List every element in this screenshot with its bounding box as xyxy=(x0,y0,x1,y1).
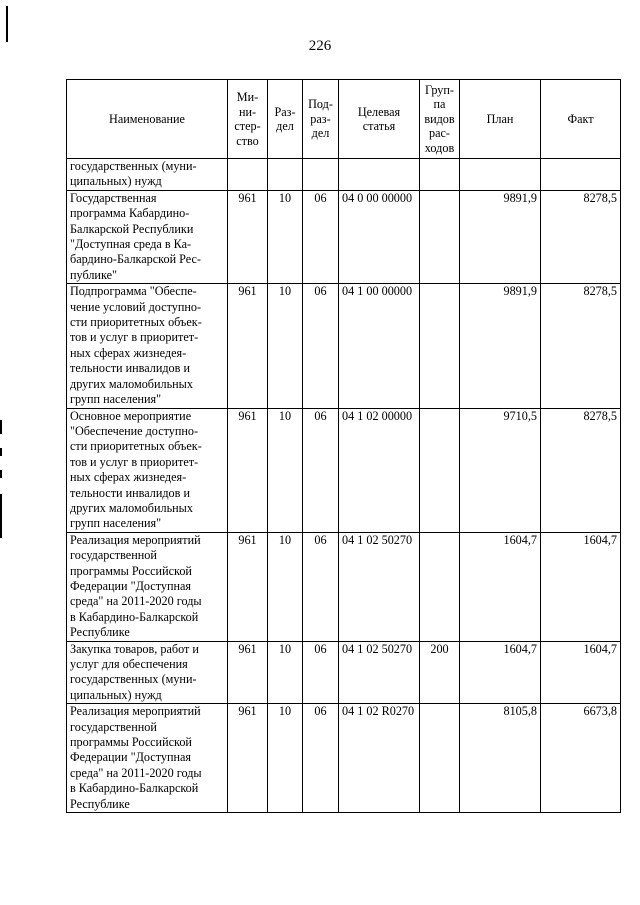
row-ministry: 961 xyxy=(228,408,268,532)
row-group xyxy=(420,704,460,813)
row-subsection: 06 xyxy=(303,704,339,813)
row-section: 10 xyxy=(268,532,303,641)
row-subsection: 06 xyxy=(303,532,339,641)
table-row xyxy=(67,408,621,532)
row-name: Реализация мероприятий государственной программы Российской Федерации "Доступная среда" на 2011-2020 годы в Кабардино-Балкарской Республике xyxy=(67,532,228,641)
row-plan: 1604,7 xyxy=(460,641,541,704)
row-plan: 9891,9 xyxy=(460,190,541,283)
row-target: 04 1 02 00000 xyxy=(339,408,420,532)
row-plan: 9891,9 xyxy=(460,284,541,408)
header-row xyxy=(67,80,621,159)
row-group xyxy=(420,159,460,191)
header-ministry: Ми- ни- стер- ство xyxy=(228,80,268,159)
row-fact: 8278,5 xyxy=(541,284,621,408)
scan-mark-2 xyxy=(0,448,2,456)
header-name: Наименование xyxy=(67,80,228,159)
row-subsection: 06 xyxy=(303,190,339,283)
row-ministry: 961 xyxy=(228,641,268,704)
header-target: Целевая статья xyxy=(339,80,420,159)
row-section: 10 xyxy=(268,284,303,408)
header-plan: План xyxy=(460,80,541,159)
table-row xyxy=(67,190,621,283)
row-plan: 9710,5 xyxy=(460,408,541,532)
row-target: 04 1 02 R0270 xyxy=(339,704,420,813)
row-group: 200 xyxy=(420,641,460,704)
row-plan: 1604,7 xyxy=(460,532,541,641)
row-name: Закупка товаров, работ и услуг для обеспечения государственных (муни- ципальных) нужд xyxy=(67,641,228,704)
row-target: 04 0 00 00000 xyxy=(339,190,420,283)
row-name: Основное мероприятие "Обеспечение доступно- сти приоритетных объек- тов и услуг в приоритет- ных сферах жизнедея- тельности инвалидов и других маломобильных групп населения" xyxy=(67,408,228,532)
row-target: 04 1 02 50270 xyxy=(339,532,420,641)
header-subsection: Под- раз- дел xyxy=(303,80,339,159)
row-ministry xyxy=(228,159,268,191)
scan-mark-1 xyxy=(0,420,2,434)
row-group xyxy=(420,532,460,641)
row-section xyxy=(268,159,303,191)
row-section: 10 xyxy=(268,704,303,813)
row-target xyxy=(339,159,420,191)
page-number: 226 xyxy=(308,38,332,54)
row-name: Государственная программа Кабардино- Балкарской Республики "Доступная среда в Ка- бардино-Балкарской Рес- публике" xyxy=(67,190,228,283)
row-section: 10 xyxy=(268,408,303,532)
row-fact: 1604,7 xyxy=(541,532,621,641)
budget-table xyxy=(66,79,621,813)
row-plan: 8105,8 xyxy=(460,704,541,813)
row-name: Реализация мероприятий государственной программы Российской Федерации "Доступная среда" на 2011-2020 годы в Кабардино-Балкарской Республике xyxy=(67,704,228,813)
row-fact: 8278,5 xyxy=(541,190,621,283)
row-group xyxy=(420,408,460,532)
row-subsection: 06 xyxy=(303,641,339,704)
row-fact xyxy=(541,159,621,191)
row-name: Подпрограмма "Обеспе- чение условий доступно- сти приоритетных объек- тов и услуг в приоритет- ных сферах жизнедея- тельности инвалидов и других маломобильных групп населения" xyxy=(67,284,228,408)
table-row xyxy=(67,284,621,408)
row-plan xyxy=(460,159,541,191)
row-group xyxy=(420,284,460,408)
row-group xyxy=(420,190,460,283)
row-ministry: 961 xyxy=(228,190,268,283)
row-section: 10 xyxy=(268,641,303,704)
row-fact: 8278,5 xyxy=(541,408,621,532)
scan-mark-3 xyxy=(0,470,2,478)
row-target: 04 1 00 00000 xyxy=(339,284,420,408)
row-ministry: 961 xyxy=(228,704,268,813)
row-subsection xyxy=(303,159,339,191)
row-fact: 1604,7 xyxy=(541,641,621,704)
scan-mark-top xyxy=(6,6,8,42)
row-target: 04 1 02 50270 xyxy=(339,641,420,704)
row-ministry: 961 xyxy=(228,532,268,641)
table-row xyxy=(67,704,621,813)
table-row xyxy=(67,159,621,191)
scan-mark-4 xyxy=(0,494,2,538)
row-name: государственных (муни- ципальных) нужд xyxy=(67,159,228,191)
header-section: Раз- дел xyxy=(268,80,303,159)
header-fact: Факт xyxy=(541,80,621,159)
table-row xyxy=(67,532,621,641)
row-section: 10 xyxy=(268,190,303,283)
row-fact: 6673,8 xyxy=(541,704,621,813)
row-ministry: 961 xyxy=(228,284,268,408)
table-row xyxy=(67,641,621,704)
header-expense-group: Груп- па видов рас- ходов xyxy=(420,80,460,159)
row-subsection: 06 xyxy=(303,408,339,532)
row-subsection: 06 xyxy=(303,284,339,408)
